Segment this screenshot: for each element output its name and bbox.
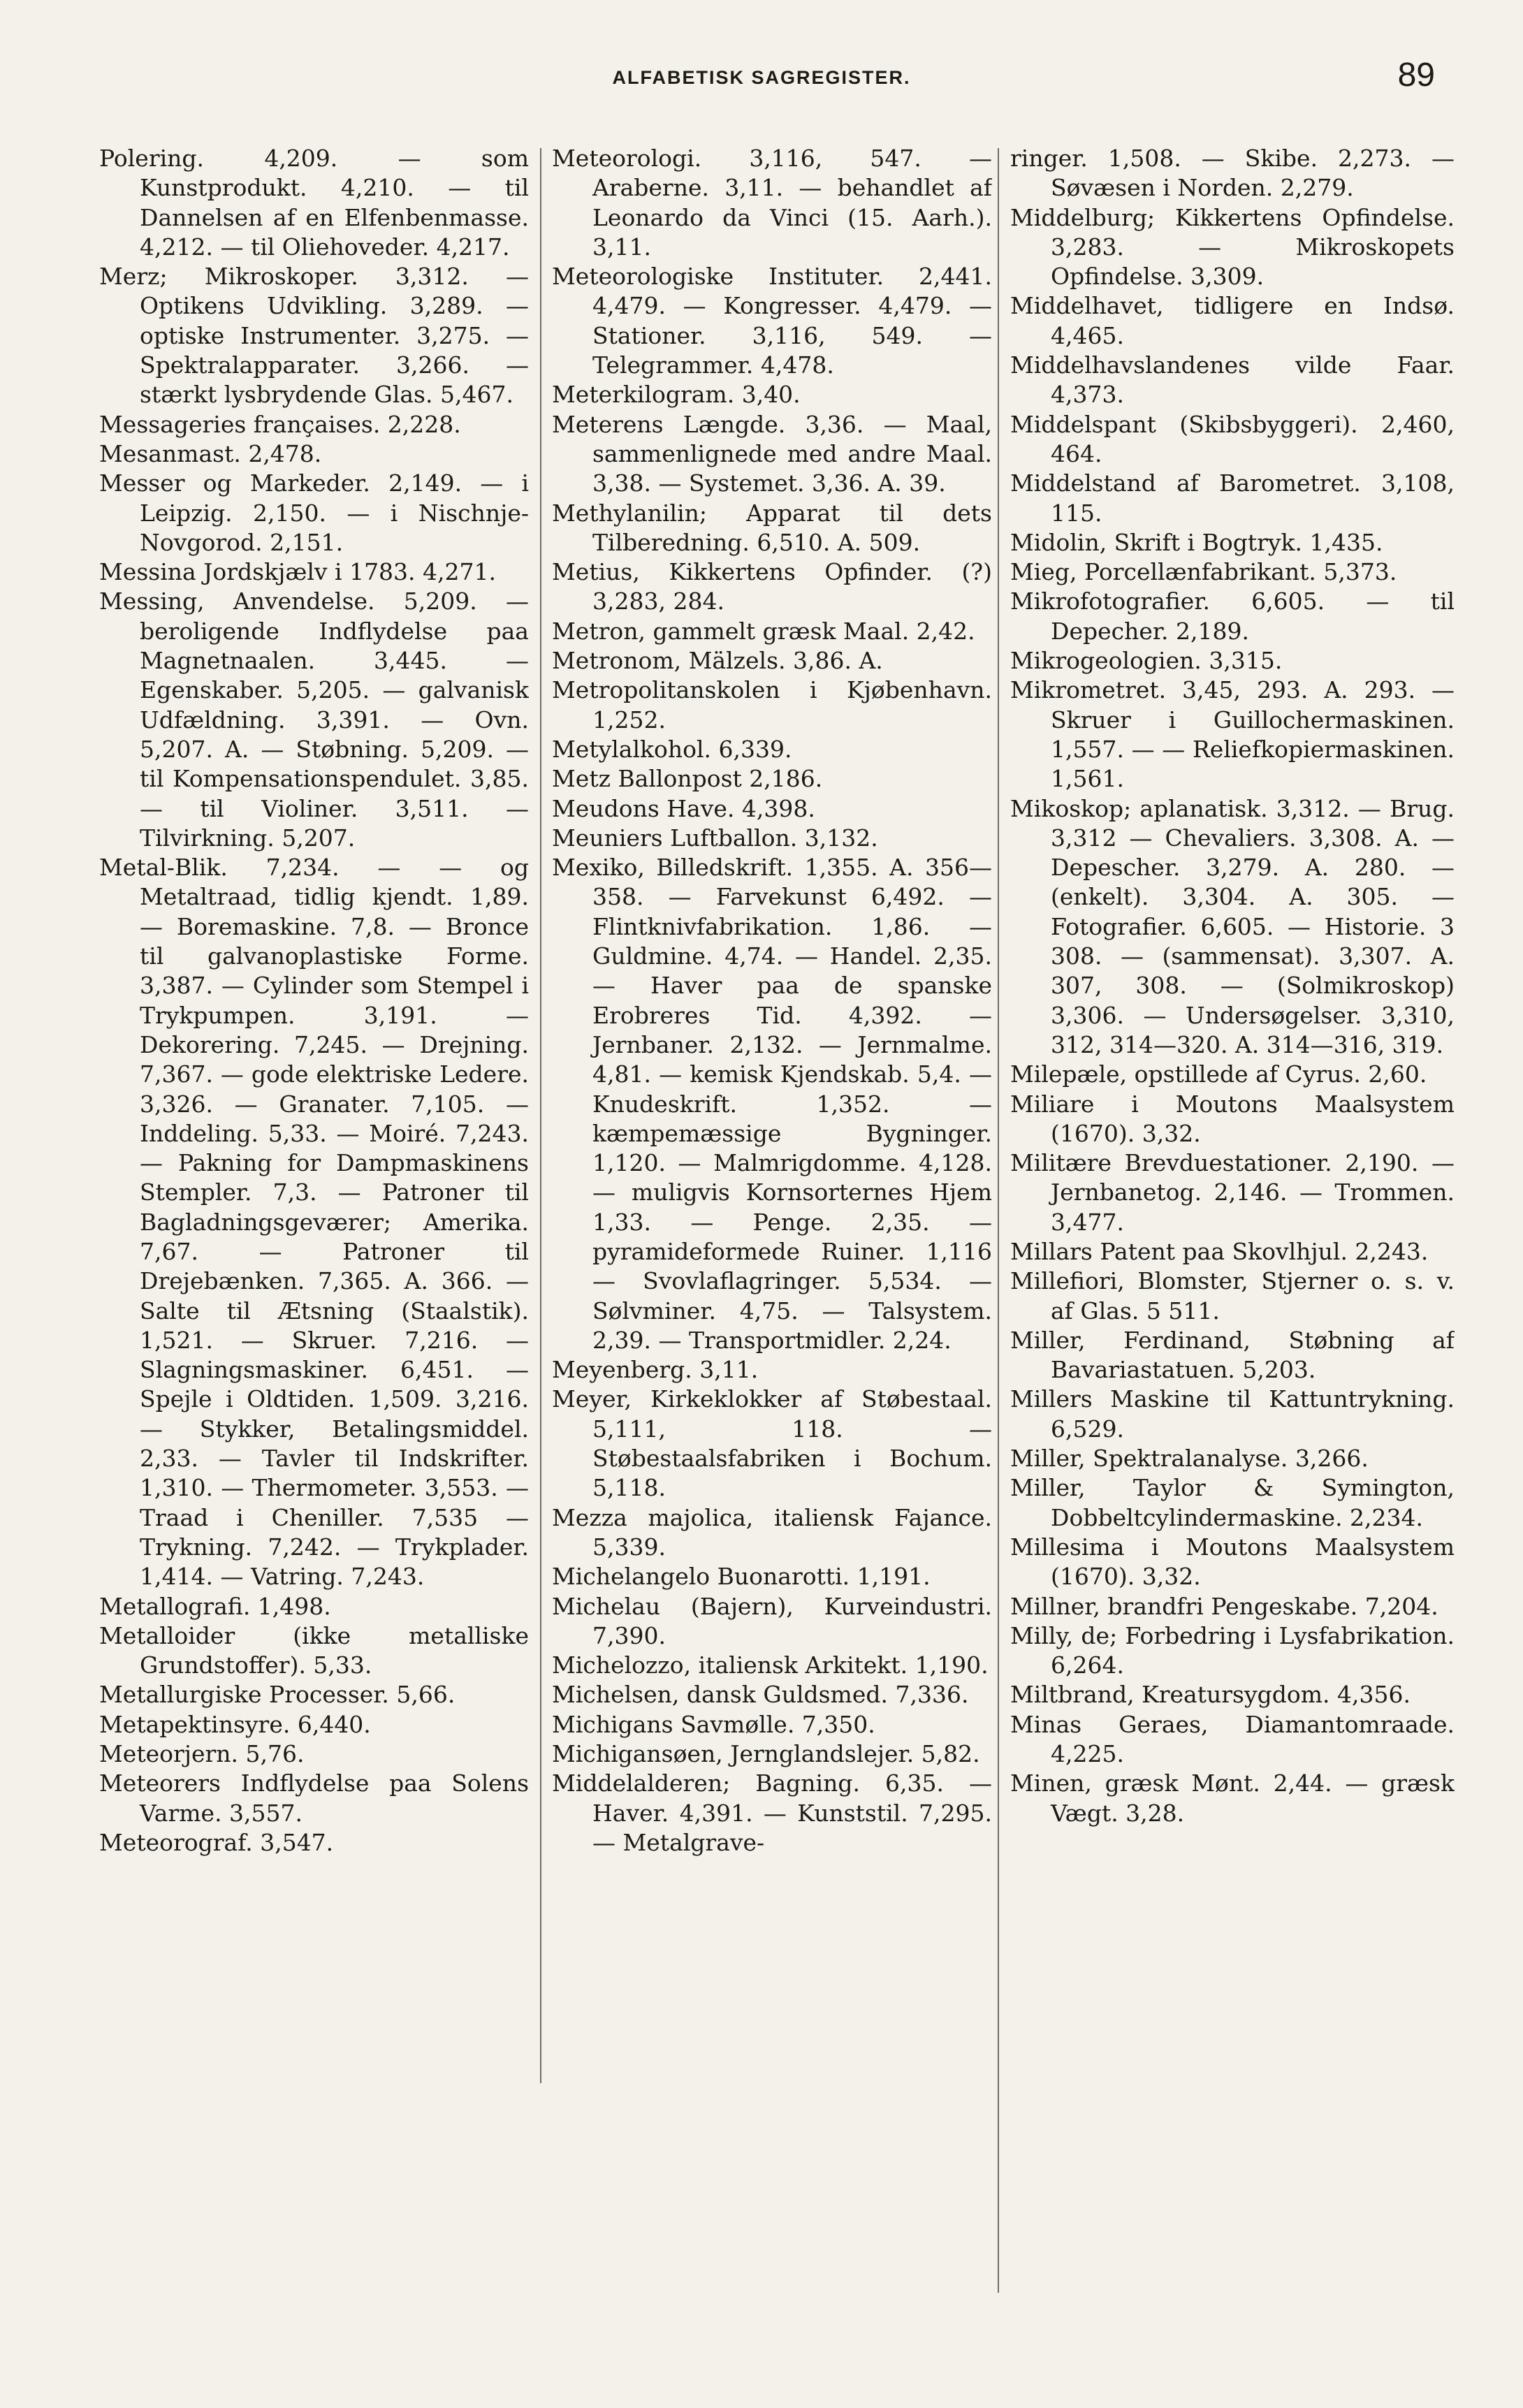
index-entry: Mikrogeologien. 3,315. bbox=[1010, 647, 1283, 675]
index-entry: Meteorjern. 5,76. bbox=[99, 1740, 305, 1768]
index-entry: Middelalderen; Bagning. 6,35. — Haver. 4,391. — Kunststil. 7,295. — Metalgrave- bbox=[552, 1769, 992, 1856]
page-number: 89 bbox=[1397, 57, 1435, 94]
index-entry: Middelburg; Kikkertens Opfindelse. 3,283. — Mikroskopets Opfindelse. 3,309. bbox=[1010, 203, 1455, 291]
index-entry: Michigansøen, Jernglandslejer. 5,82. bbox=[552, 1740, 980, 1768]
column-divider bbox=[998, 148, 999, 2293]
index-entry: Middelspant (Skibsbyggeri). 2,460, 464. bbox=[1010, 410, 1455, 467]
index-entry: Mezza majolica, italiensk Fajance. 5,339. bbox=[552, 1503, 992, 1561]
index-entry: Mieg, Porcellænfabrikant. 5,373. bbox=[1010, 558, 1397, 586]
index-entry: Polering. 4,209. — som Kunstprodukt. 4,210. — til Dannelsen af en Elfenbenmasse. 4,212. — til Oliehoveder. 4,217. bbox=[99, 145, 529, 261]
index-entry: Mikrofotografier. 6,605. — til Depecher. 2,189. bbox=[1010, 588, 1455, 645]
index-entry: Michelsen, dansk Guldsmed. 7,336. bbox=[552, 1681, 969, 1709]
index-entry: Minas Geraes, Diamantomraade. 4,225. bbox=[1010, 1710, 1455, 1768]
index-entry: Michigans Savmølle. 7,350. bbox=[552, 1710, 875, 1738]
index-entry: Mikrometret. 3,45, 293. A. 293. — Skruer i Guillochermaskinen. 1,557. — — Reliefkopiermaskinen. 1,561. bbox=[1010, 676, 1455, 793]
index-entry: Miller, Ferdinand, Støbning af Bavariastatuen. 5,203. bbox=[1010, 1326, 1455, 1384]
index-entry: Miliare i Moutons Maalsystem (1670). 3,32. bbox=[1010, 1090, 1455, 1147]
index-entry: Meteorologi. 3,116, 547. — Araberne. 3,11. — behandlet af Leonardo da Vinci (15. Aarh.). 3,11. bbox=[552, 145, 992, 261]
running-title: ALFABETISK SAGREGISTER. bbox=[612, 67, 911, 88]
index-entry: Middelhavet, tidligere en Indsø. 4,465. bbox=[1010, 292, 1455, 349]
index-entry: Michelangelo Buonarotti. 1,191. bbox=[552, 1563, 931, 1591]
index-entry: Meudons Have. 4,398. bbox=[552, 794, 815, 822]
index-entry: Metalloider (ikke metalliske Grundstoffer). 5,33. bbox=[99, 1621, 529, 1679]
index-entry: Meteorologiske Instituter. 2,441. 4,479. — Kongresser. 4,479. — Stationer. 3,116, 549. — Telegrammer. 4,478. bbox=[552, 263, 992, 379]
index-entry: Millars Patent paa Skovlhjul. 2,243. bbox=[1010, 1237, 1429, 1265]
index-entry: Messing, Anvendelse. 5,209. — beroligende Indflydelse paa Magnetnaalen. 3,445. — Egenskaber. 5,205. — galvanisk Udfældning. 3,391. — Ovn. 5,207. A. — Støbning. 5,209. — til Kompensationspendulet. 3,85. — til Violiner. 3,511. — Tilvirkning. 5,207. bbox=[99, 588, 529, 852]
index-entry: Meyenberg. 3,11. bbox=[552, 1356, 759, 1384]
page-header bbox=[0, 54, 1523, 103]
index-entry: Meyer, Kirkeklokker af Støbestaal. 5,111, 118. — Støbestaalsfabriken i Bochum. 5,118. bbox=[552, 1385, 992, 1502]
index-entry: Metal-Blik. 7,234. — — og Metaltraad, tidlig kjendt. 1,89. — Boremaskine. 7,8. — Bronce til galvanoplastiske Forme. 3,387. — Cylinder som Stempel i Trykpumpen. 3,191. — Dekorering. 7,245. — Drejning. 7,367. — gode elektriske Ledere. 3,326. — Granater. 7,105. — Inddeling. 5,33. — Moiré. 7,243. — Pakning for Dampmaskinens Stempler. 7,3. — Patroner til Bagladningsgeværer; Amerika. 7,67. — Patroner til Drejebænken. 7,365. A. 366. — Salte til Ætsning (Staalstik). 1,521. — Skruer. 7,216. — Slagningsmaskiner. 6,451. — Spejle i Oldtiden. 1,509. 3,216. — Stykker, Betalingsmiddel. 2,33. — Tavler til Indskrifter. 1,310. — Thermometer. 3,553. — Traad i Cheniller. 7,535 — Trykning. 7,242. — Trykplader. 1,414. — Vatring. 7,243. bbox=[99, 854, 529, 1591]
index-entry: Metropolitanskolen i Kjøbenhavn. 1,252. bbox=[552, 676, 992, 734]
column-divider bbox=[540, 148, 541, 2083]
index-entry: Michelau (Bajern), Kurveindustri. 7,390. bbox=[552, 1592, 992, 1649]
index-entry: Millers Maskine til Kattuntrykning. 6,529. bbox=[1010, 1385, 1455, 1443]
index-entry: Metapektinsyre. 6,440. bbox=[99, 1710, 371, 1738]
index-entry: Messina Jordskjælv i 1783. 4,271. bbox=[99, 558, 496, 586]
index-entry: Metron, gammelt græsk Maal. 2,42. bbox=[552, 617, 975, 645]
index-entry: Metius, Kikkertens Opfinder. (?) 3,283, 284. bbox=[552, 558, 992, 615]
index-entry: Minen, græsk Mønt. 2,44. — græsk Vægt. 3,28. bbox=[1010, 1769, 1455, 1827]
index-entry: Metz Ballonpost 2,186. bbox=[552, 765, 823, 793]
index-entry: Metylalkohol. 6,339. bbox=[552, 735, 792, 763]
index-entry: Millefiori, Blomster, Stjerner o. s. v. af Glas. 5 511. bbox=[1010, 1267, 1455, 1325]
index-entry: Meuniers Luftballon. 3,132. bbox=[552, 824, 878, 852]
index-entry: Metallografi. 1,498. bbox=[99, 1592, 331, 1620]
index-entry: Meteorers Indflydelse paa Solens Varme. 3,557. bbox=[99, 1769, 529, 1827]
index-entry: Meterkilogram. 3,40. bbox=[552, 381, 801, 409]
index-entry: Meterens Længde. 3,36. — Maal, sammenlignede med andre Maal. 3,38. — Systemet. 3,36. A. 39. bbox=[552, 410, 992, 497]
index-entry: Milepæle, opstillede af Cyrus. 2,60. bbox=[1010, 1060, 1427, 1088]
index-entry: Midolin, Skrift i Bogtryk. 1,435. bbox=[1010, 528, 1383, 556]
index-entry: Middelstand af Barometret. 3,108, 115. bbox=[1010, 469, 1455, 527]
index-column-3 bbox=[1010, 144, 1455, 2379]
index-column-2 bbox=[552, 144, 992, 2379]
index-entry: Metallurgiske Processer. 5,66. bbox=[99, 1681, 456, 1709]
index-entry: Miller, Taylor & Symington, Dobbeltcylindermaskine. 2,234. bbox=[1010, 1474, 1455, 1531]
index-column-1 bbox=[99, 144, 529, 2379]
index-entry: Miltbrand, Kreatursygdom. 4,356. bbox=[1010, 1681, 1411, 1709]
index-entry: Militære Brevduestationer. 2,190. — Jernbanetog. 2,146. — Trommen. 3,477. bbox=[1010, 1149, 1455, 1236]
index-entry: Metronom, Mälzels. 3,86. A. bbox=[552, 647, 883, 675]
index-entry: Millner, brandfri Pengeskabe. 7,204. bbox=[1010, 1592, 1438, 1620]
index-entry: Mexiko, Billedskrift. 1,355. A. 356—358. — Farvekunst 6,492. — Flintknivfabrikation. 1,86. — Guldmine. 4,74. — Handel. 2,35. — Haver paa de spanske Erobreres Tid. 4,392. — Jernbaner. 2,132. — Jernmalme. 4,81. — kemisk Kjendskab. 5,4. — Knudeskrift. 1,352. — kæmpemæssige Bygninger. 1,120. — Malmrigdomme. 4,128. — muligvis Kornsorternes Hjem 1,33. — Penge. 2,35. — pyramideformede Ruiner. 1,116 — Svovlaflagringer. 5,534. — Sølvminer. 4,75. — Talsystem. 2,39. — Transportmidler. 2,24. bbox=[552, 854, 992, 1354]
index-entry: Miller, Spektralanalyse. 3,266. bbox=[1010, 1445, 1369, 1473]
index-entry: Meteorograf. 3,547. bbox=[99, 1828, 334, 1856]
index-entry: Messageries françaises. 2,228. bbox=[99, 410, 461, 438]
index-entry: Methylanilin; Apparat til dets Tilberedning. 6,510. A. 509. bbox=[552, 499, 992, 556]
index-entry: Millesima i Moutons Maalsystem (1670). 3,32. bbox=[1010, 1533, 1455, 1591]
index-entry: Mesanmast. 2,478. bbox=[99, 439, 322, 467]
index-entry: Michelozzo, italiensk Arkitekt. 1,190. bbox=[552, 1651, 989, 1679]
index-entry: Milly, de; Forbedring i Lysfabrikation. 6,264. bbox=[1010, 1621, 1455, 1679]
index-entry: Merz; Mikroskoper. 3,312. — Optikens Udvikling. 3,289. — optiske Instrumenter. 3,275. — Spektralapparater. 3,266. — stærkt lysbrydende Glas. 5,467. bbox=[99, 263, 529, 409]
index-entry: Middelhavslandenes vilde Faar. 4,373. bbox=[1010, 351, 1455, 409]
index-entry: ringer. 1,508. — Skibe. 2,273. — Søvæsen i Norden. 2,279. bbox=[1010, 145, 1455, 202]
index-entry: Messer og Markeder. 2,149. — i Leipzig. 2,150. — i Nischnje-Novgorod. 2,151. bbox=[99, 469, 529, 556]
index-entry: Mikoskop; aplanatisk. 3,312. — Brug. 3,312 — Chevaliers. 3,308. A. — Depescher. 3,279. A. 280. — (enkelt). 3,304. A. 305. — Fotografier. 6,605. — Historie. 3 308. — (sammensat). 3,307. A. 307, 308. — (Solmikroskop) 3,306. — Undersøgelser. 3,310, 312, 314—320. A. 314—316, 319. bbox=[1010, 794, 1455, 1058]
